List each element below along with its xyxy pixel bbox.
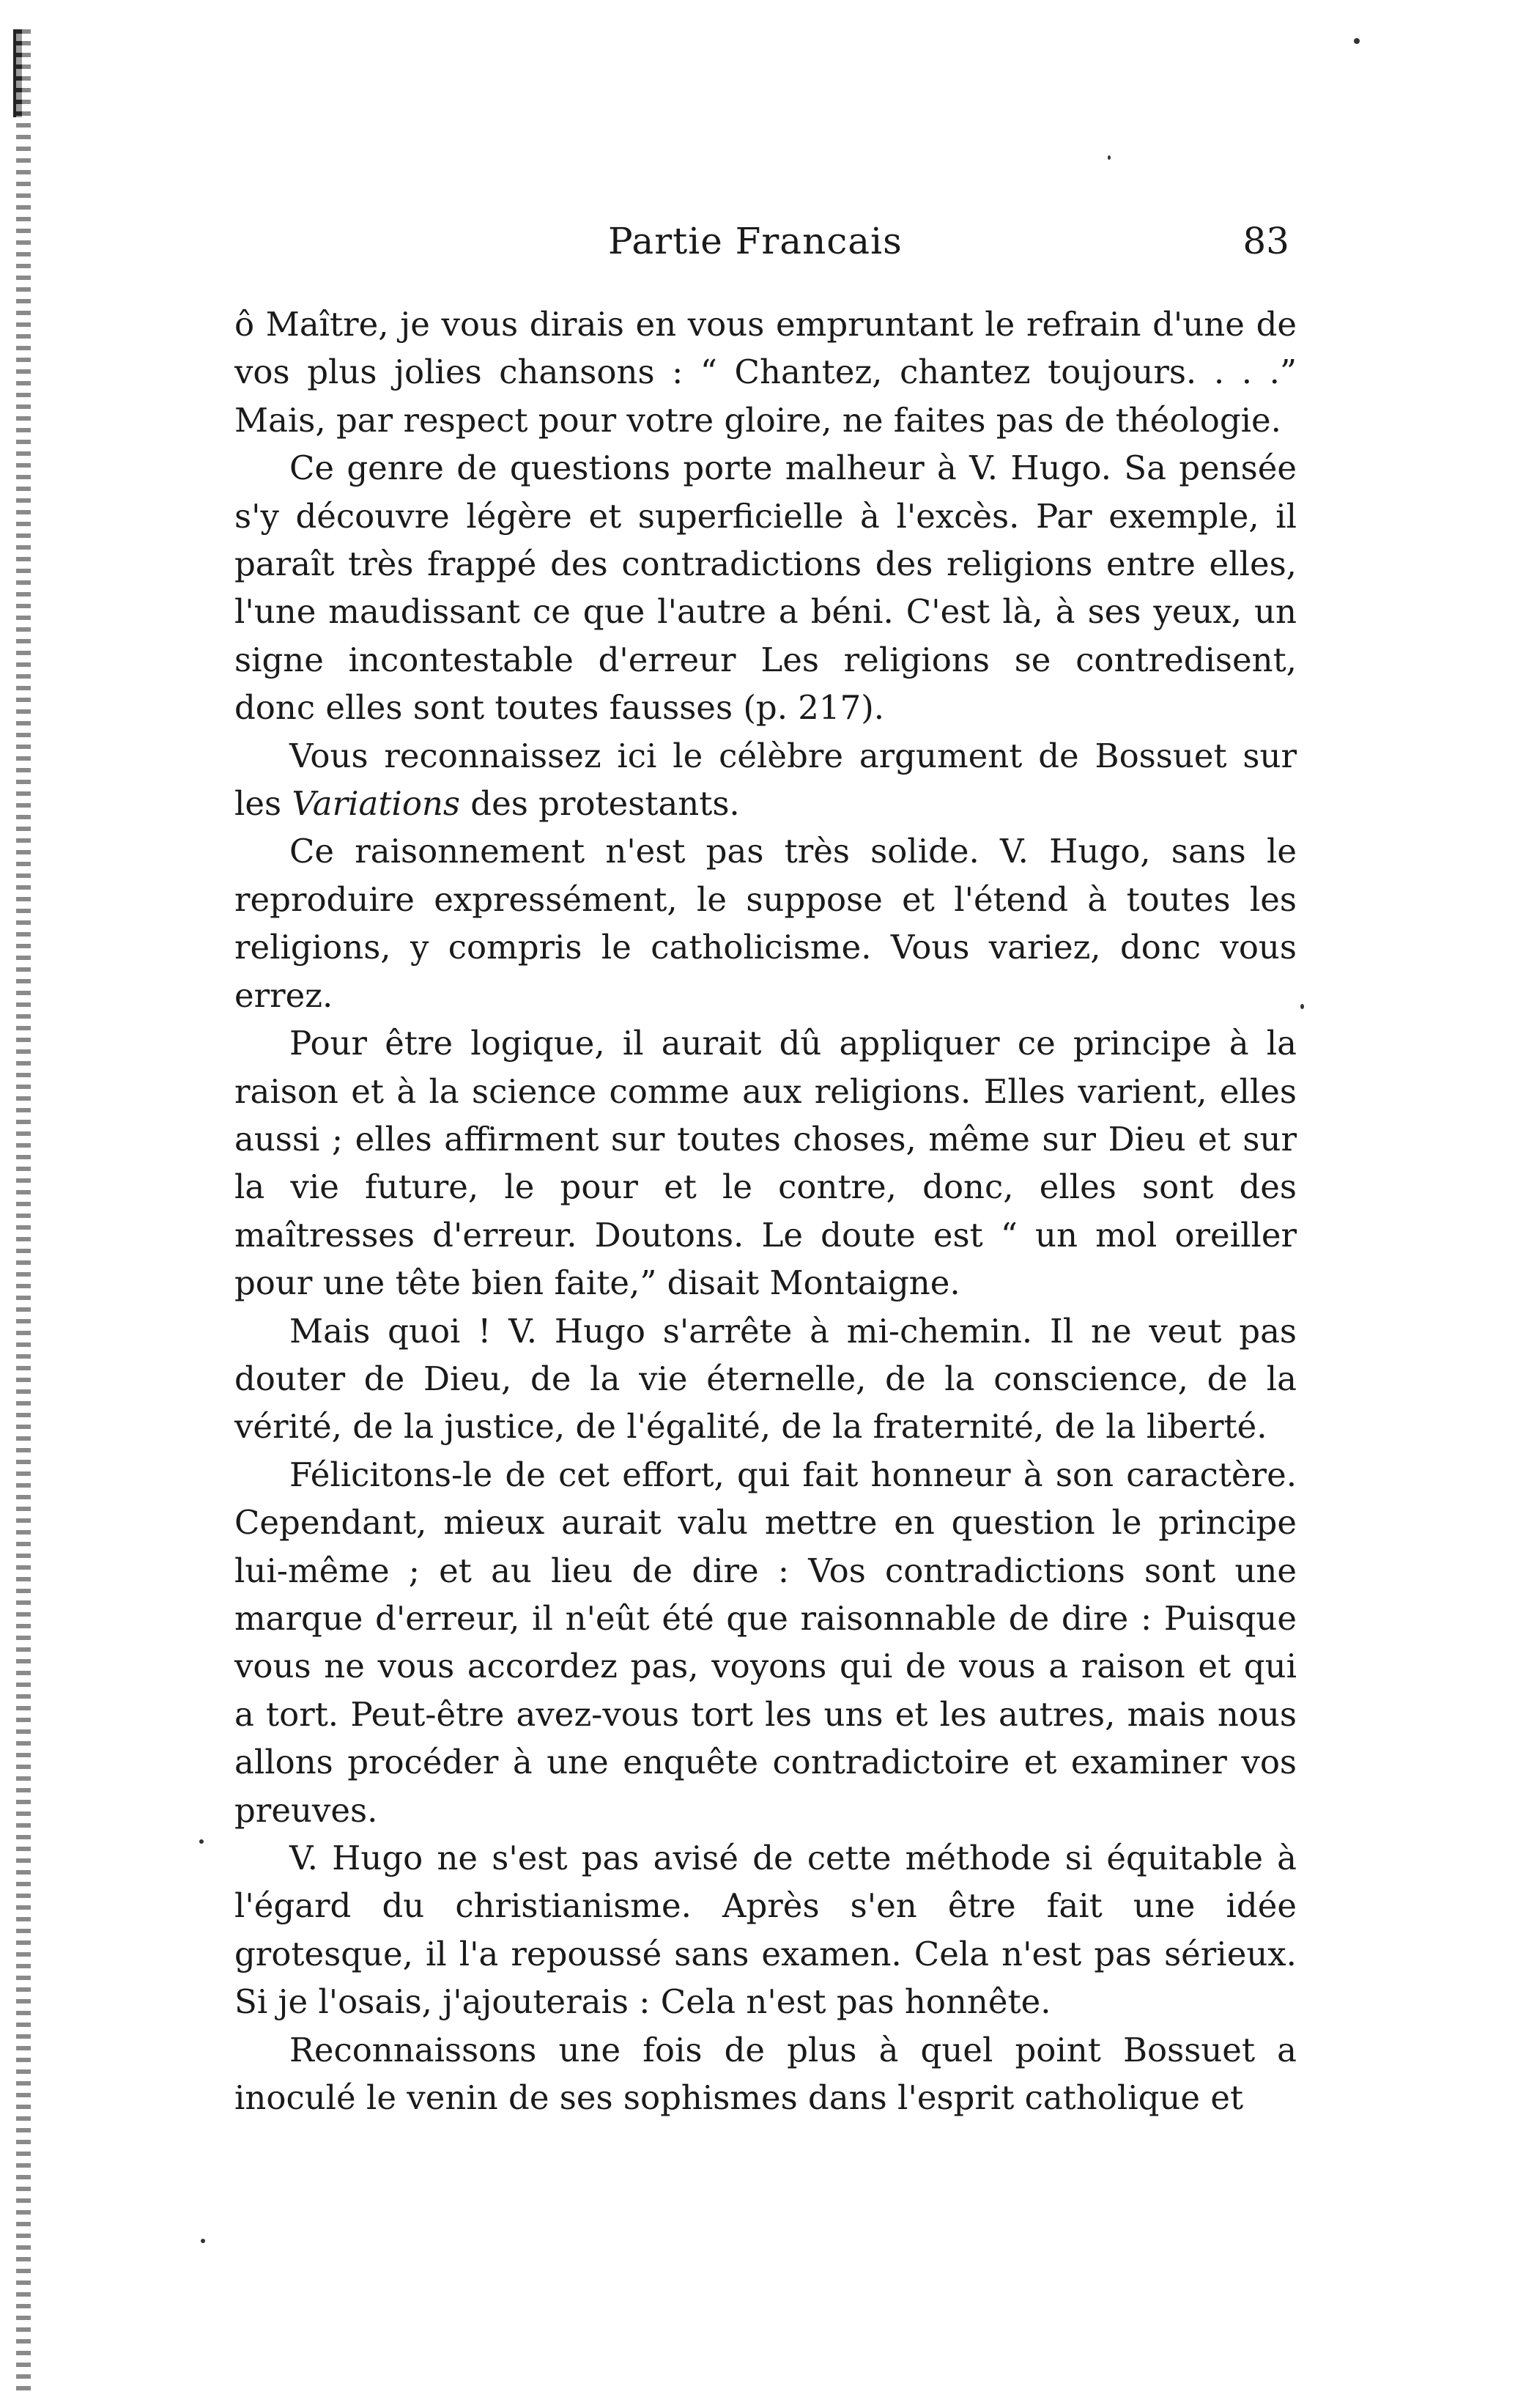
paragraph: Pour être logique, il aurait dû appliquer ce principe à la raison et à la science comme aux religions. Elles varient, elles aussi ; elles affirment sur toutes choses, même sur Dieu et sur la vie future, le pour et le contre, donc, elles sont des maîtresses d'erreur. Doutons. Le doute est “ un mol oreiller pour une tête bien faite,” disait Montaigne.: [234, 1024, 1297, 1303]
paragraph: Mais quoi ! V. Hugo s'arrête à mi-chemin. Il ne veut pas douter de Dieu, de la vie éternelle, de la conscience, de la vérité, de la justice, de l'égalité, de la fraternité, de la liberté.: [234, 1311, 1297, 1447]
paragraph: ô Maître, je vous dirais en vous empruntant le refrain d'une de vos plus jolies chansons : “ Chantez, chantez toujours. . . .” Mais, par respect pour votre gloire, ne faites pas de théologie.: [234, 305, 1297, 440]
scan-speck: [1108, 155, 1111, 160]
paragraph-text: Vous reconnaissez ici le célèbre argument de Bossuet sur les: [234, 736, 1297, 824]
running-title: Partie Francais: [608, 220, 903, 262]
paragraph: [234, 732, 1297, 828]
binding-edge: [16, 29, 31, 2396]
body-text: [234, 300, 1297, 2121]
paragraph: Reconnaissons une fois de plus à quel point Bossuet a inoculé le venin de ses sophismes dans l'esprit catholique et: [234, 2030, 1297, 2118]
paragraph: Ce raisonnement n'est pas très solide. V. Hugo, sans le reproduire expressément, le suppose et l'étend à toutes les religions, y compris le catholicisme. Vous variez, donc vous errez.: [234, 832, 1297, 1015]
page-header: [242, 220, 1289, 278]
paragraph: V. Hugo ne s'est pas avisé de cette méthode si équitable à l'égard du christianisme. Après s'en être fait une idée grotesque, il l'a repoussé sans examen. Cela n'est pas sérieux. Si je l'osais, j'ajouterais : Cela n'est pas honnête.: [234, 1839, 1297, 2022]
scan-speck: [1354, 38, 1360, 44]
page-number: 83: [1242, 220, 1289, 262]
paragraph: Ce genre de questions porte malheur à V. Hugo. Sa pensée s'y découvre légère et superficielle à l'excès. Par exemple, il paraît très frappé des contradictions des religions entre elles, l'une maudissant ce que l'autre a béni. C'est là, à ses yeux, un signe incontestable d'erreur Les religions se contredisent, donc elles sont toutes fausses (p. 217).: [234, 448, 1297, 728]
scan-speck: [201, 2239, 205, 2243]
scan-speck: [199, 1839, 204, 1844]
paragraph-text: des protestants.: [460, 784, 740, 824]
scan-speck: [1300, 1004, 1304, 1009]
paragraph: Félicitons-le de cet effort, qui fait honneur à son caractère. Cependant, mieux aurait valu mettre en question le principe lui-même ; et au lieu de dire : Vos contradictions sont une marque d'erreur, il n'eût été que raisonnable de dire : Puisque vous ne vous accordez pas, voyons qui de vous a raison et qui a tort. Peut-être avez-vous tort les uns et les autres, mais nous allons procéder à une enquête contradictoire et examiner vos preuves.: [234, 1455, 1297, 1830]
italic-title: Variations: [292, 784, 460, 824]
